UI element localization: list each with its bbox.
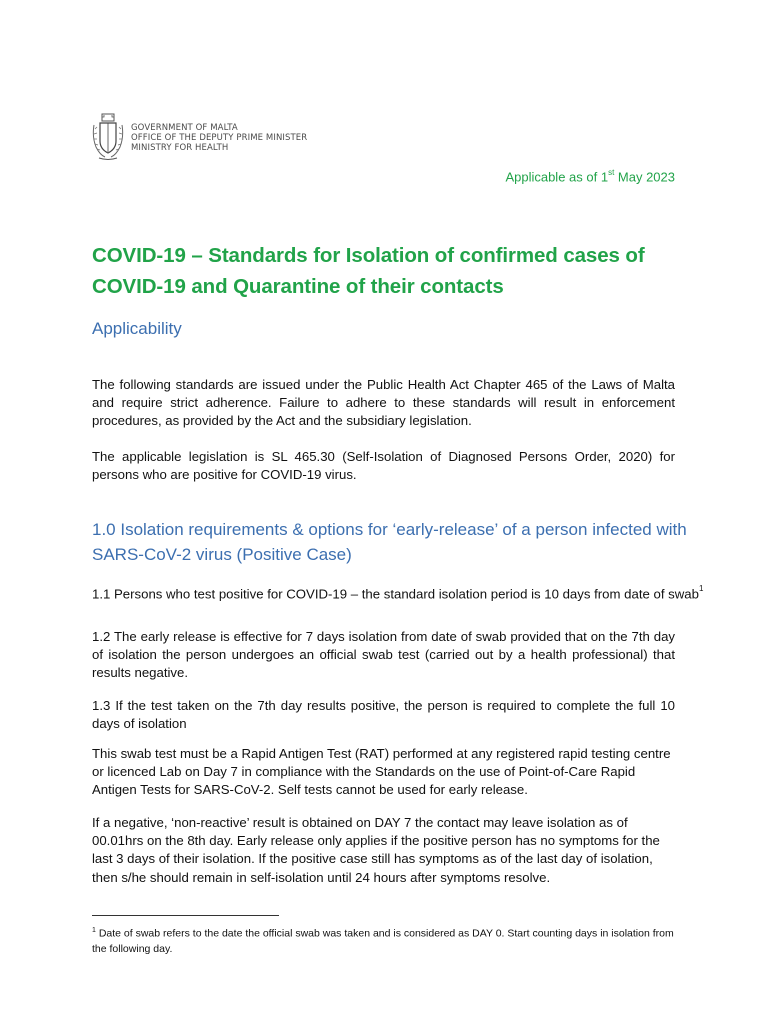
item-1-2: 1.2 The early release is effective for 7 days isolation from date of swab provided that on the 7th day of isolation the person undergoes an official swab test (carried out by a health professional) that results negative.	[92, 629, 675, 681]
item-1-3: 1.3 If the test taken on the 7th day results positive, the person is required to complete the full 10 days of isolation	[92, 698, 675, 732]
applicable-date	[505, 169, 675, 184]
footnote-text: Date of swab refers to the date the official swab was taken and is considered as DAY 0. Start counting days in isolation from the following day.	[92, 927, 674, 955]
negative-result-paragraph: If a negative, ‘non-reactive’ result is obtained on DAY 7 the contact may leave isolation as of 00.01hrs on the 8th day. Early release only applies if the positive person has no symptoms for the last 3 days of their isolation. If the positive case still has symptoms as of the last day of isolation, then s/he should remain in self-isolation until 24 hours after symptoms resolve.	[92, 815, 660, 885]
applicable-ordinal: st	[608, 168, 615, 177]
section-heading: 1.0 Isolation requirements & options for ‘early-release’ of a person infected with SARS-CoV-2 virus (Positive Case)	[92, 520, 687, 564]
letterhead-text	[131, 123, 307, 153]
footnote-ref: 1	[698, 584, 704, 593]
applicability-heading: Applicability	[92, 319, 182, 338]
item-1-1	[92, 582, 708, 604]
item-1-1-text: 1.1 Persons who test positive for COVID-19 – the standard isolation period is 10 days from date of swab	[92, 586, 699, 602]
applicable-prefix: Applicable as of 1	[505, 169, 609, 185]
ministry-line: MINISTRY FOR HEALTH	[131, 143, 229, 153]
footnote	[92, 923, 682, 957]
coat-of-arms-icon	[91, 113, 125, 161]
document-title: COVID-19 – Standards for Isolation of confirmed cases of COVID-19 and Quarantine of their contacts	[92, 244, 645, 298]
applicable-suffix: May 2023	[614, 169, 675, 185]
rat-paragraph: This swab test must be a Rapid Antigen Test (RAT) performed at any registered rapid testing centre or licenced Lab on Day 7 in compliance with the Standards on the use of Point-of-Care Rapid Antigen Tests for SARS-CoV-2. Self tests cannot be used for early release.	[92, 746, 671, 798]
legislation-paragraph: The applicable legislation is SL 465.30 (Self-Isolation of Diagnosed Persons Order, 2020) for persons who are positive for COVID-19 virus.	[92, 449, 675, 483]
office-line: OFFICE OF THE DEPUTY PRIME MINISTER	[131, 133, 308, 143]
footnote-divider	[92, 915, 279, 916]
intro-paragraph: The following standards are issued under the Public Health Act Chapter 465 of the Laws of Malta and require strict adherence. Failure to adhere to these standards will result in enforcement procedures, as provided by the Act and the subsidiary legislation.	[92, 377, 675, 429]
footnote-number: 1	[92, 927, 96, 934]
letterhead	[91, 113, 307, 163]
government-line: GOVERNMENT OF MALTA	[131, 123, 238, 133]
